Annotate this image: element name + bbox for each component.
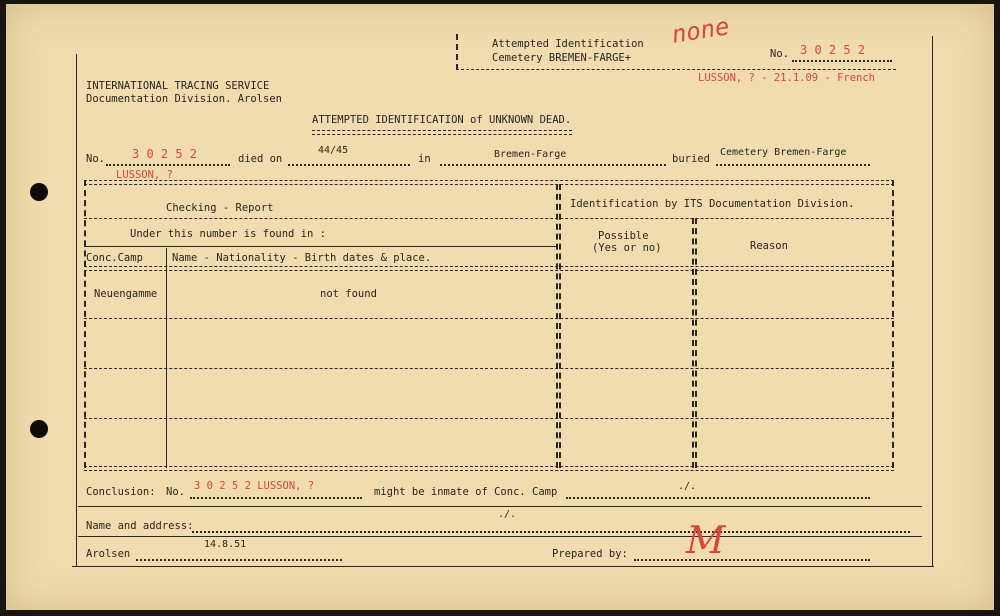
conclusion-label: Conclusion: [86,486,156,498]
buried-value: Cemetery Bremen-Farge [720,147,847,158]
header-box-line1: Attempted Identification [492,38,644,50]
arolsen-label: Arolsen [86,548,131,560]
name-address-dots [192,531,910,533]
record-name-red: LUSSON, ? [116,169,173,181]
checking-header: Checking - Report [166,202,274,214]
conclusion-divider [78,506,922,507]
org-line2: Documentation Division. Arolsen [86,93,282,105]
handwritten-none: none [669,12,732,49]
table-top-2 [84,184,894,185]
table-bottom [84,466,894,467]
header-box-bottom [456,69,896,70]
row-camp: Neuengamme [94,288,158,300]
under-label: Under this number is found in : [130,228,326,240]
row-line-2 [84,318,894,319]
arolsen-dots [136,559,342,561]
name-address-label: Name and address: [86,520,194,532]
footer-date: 14.8.51 [204,539,247,550]
identification-header: Identification by ITS Documentation Division. [570,198,855,210]
table-divider-main [556,184,558,468]
table-divider-possible-2 [695,218,697,468]
row-line-under [84,246,556,247]
header-box-left [456,34,458,70]
punch-hole-top [30,183,48,201]
might-be-label: might be inmate of Conc. Camp [374,486,558,498]
index-card [6,4,994,610]
table-divider-possible [692,218,694,468]
prepared-label: Prepared by: [552,548,628,560]
reason-label: Reason [750,240,788,252]
table-bottom-2 [84,470,894,471]
table-top [84,180,894,181]
table-divider-camp [166,248,167,468]
possible-label: Possible [598,230,649,242]
row-result: not found [320,288,377,300]
table-divider-main-2 [559,184,561,468]
name-address-value: ./. [498,509,517,520]
camp-dots [566,497,870,499]
died-dots [288,164,410,166]
yes-no-label: (Yes or no) [592,242,662,254]
org-line1: INTERNATIONAL TRACING SERVICE [86,80,270,92]
header-no-dots [792,60,892,62]
title-underline-2 [312,134,572,135]
name-address-divider [78,536,922,537]
conc-camp-label: Conc.Camp [86,252,143,264]
in-dots [440,164,666,166]
frame-bottom [72,566,934,567]
header-no-label: No. [770,48,789,60]
conclusion-no-value: 3 0 2 5 2 LUSSON, ? [194,480,315,492]
camp-value: ./. [678,481,697,492]
table-left [84,180,86,468]
title-underline-1 [312,130,572,131]
frame-right [932,36,933,566]
in-value: Bremen-Farge [494,149,567,160]
conclusion-no-label: No. [166,486,185,498]
record-no-dots [106,164,230,166]
record-no-value: 3 0 2 5 2 [132,147,198,161]
buried-dots [716,164,870,166]
punch-hole-bottom [30,420,48,438]
row-line-3 [84,368,894,369]
conclusion-no-dots [190,497,362,499]
in-label: in [418,153,431,165]
died-value: 44/45 [318,145,349,156]
buried-label: buried [672,153,710,165]
page-title: ATTEMPTED IDENTIFICATION of UNKNOWN DEAD. [312,114,572,126]
row-line-header-bottom-2 [84,270,894,271]
header-no-value: 3 0 2 5 2 [800,43,866,57]
frame-left [76,54,77,566]
row-line-1 [84,218,894,219]
died-label: died on [238,153,283,165]
record-no-label: No. [86,153,105,165]
subject-line: LUSSON, ? - 21.1.09 - French [698,72,876,84]
header-box-line2: Cemetery BREMEN-FARGE+ [492,52,632,64]
signature-initial: M [681,518,730,562]
row-line-header-bottom [84,266,894,267]
table-right [892,180,894,468]
prepared-dots [634,559,870,561]
row-line-4 [84,418,894,419]
name-nat-label: Name - Nationality - Birth dates & place. [172,252,432,264]
